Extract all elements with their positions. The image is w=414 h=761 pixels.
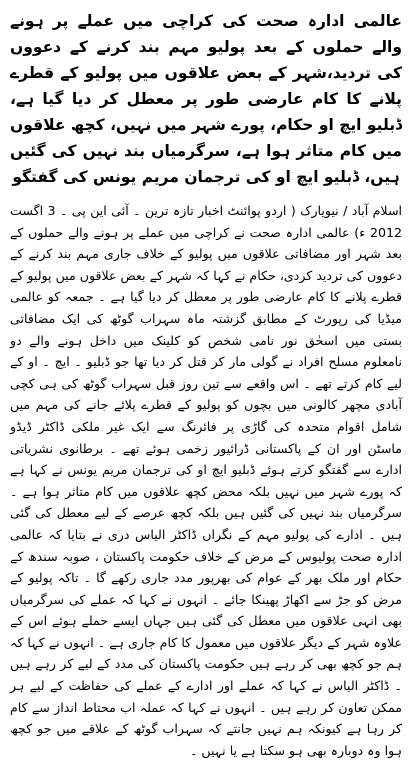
article-body: اسلام آباد / نیویارک ( اردو پوائنٹ اخبار تازہ ترین ۔ آئی این پی ۔ 3 اگست 2012 ء) عالمی ادارہ صحت نے کراچی میں عملے پر ہونے والے حملوں کے بعد شہر اور مضافاتی علاقوں میں پولیو کے خلاف جاری مہم بند کرنے کے دعووں کی تردید کردی، حکام نے کہا کہ شہر کے بعض علاقوں میں پولیو کے قطرے پلانے کا کام عارضی طور پر معطل کر دیا گیا ہے ۔ جمعہ کو عالمی میڈیا کی رپورٹ کے مطابق گزشتہ ماہ سہراب گوٹھ کی ایک مضافاتی بستی میں اسحٰق نور نامی شخص کو کلینک میں داخل ہونے والے دو نامعلوم مسلح افراد نے گولی مار کر قتل کر دیا تھا جو ڈبلیو ۔ ایچ ۔ او کے لیے کام کرتے تھے ۔ اس واقعے سے تین روز قبل سہراب گوٹھ کی ہی کچی آبادی مچھر کالونی میں بچوں کو پولیو کے قطرے پلائے جانے کی مہم میں شامل اقوام متحدہ کی گاڑی پر فائرنگ سے ایک غیر ملکی ڈاکٹر ڈیڈو ماسٹن اور ان کے پاکستانی ڈرائیور زخمی ہوئے تھے ۔ برطانوی نشریاتی ادارے سے گفتگو کرتے ہوئے ڈبلیو ایچ او کی ترجمان مریم یونس نے کہا ہے کہ پورے شہر میں نہیں بلکہ محض کچھ علاقوں میں کام متاثر ہوا ہے ۔ سرگرمیاں بند نہیں کی گئیں ہیں بلکہ کچھ عرصے کے لیے معطل کی گئی ہیں ۔ ادارے کی پولیو مہم کے نگراں ڈاکٹر الیاس دری نے بتایا کہ عالمی ادارہ صحت پولیوس کے مرض کے خلاف حکومت پاکستان ، صوبہ سندھ کے حکام اور ملک بھر کے عوام کی بھرپور مدد جاری رکھے گا ۔ تاکہ پولیو کے مرض کو جڑ سے اکھاڑ پھینکا جائے ۔ انہوں نے کہا کہ عملے کی سرگرمیاں بھی انہی علاقوں میں معطل کی گئی ہیں جہاں ایسے حملے ہوئے اس کے علاوہ شہر کے دیگر علاقوں میں معمول کا کام جاری ہے ۔ انہوں نے کہا کہ ہم جو کچھ بھی کر رہے ہیں حکومت پاکستان کی مدد کے لیے کر رہے ہیں ۔ ڈاکٹر الیاس نے کہا کہ عملے اور ادارے کے عملے کی حفاظت کے لیے ہر ممکن تعاون کر رہے ہیں ۔ انہوں نے کہا کہ عملہ اب محتاط انداز سے کام کر رہا ہے کیونکہ ہم نہیں جانتے کہ سہراب گوٹھ کے علاقے میں جو کچھ ہوا وہ دوبارہ بھی ہو سکتا ہے یا نہیں ۔: [10, 203, 402, 758]
article-headline: عالمی ادارہ صحت کی کراچی میں عملے پر ہونے والے حملوں کے بعد پولیو مہم بند کرنے کے دعووں کی تردید،شہر کے بعض علاقوں میں پولیو کے قطرے پلانے کا کام عارضی طور پر معطل کر دیا گیا ہے، ڈبلیو ایچ او حکام، پورے شہر میں نہیں، کچھ علاقوں میں کام متاثر ہوا ہے، سرگرمیاں بند نہیں کی گئیں ہیں، ڈبلیو ایچ او کی ترجمان مریم یونس کی گفتگو: [10, 12, 402, 186]
